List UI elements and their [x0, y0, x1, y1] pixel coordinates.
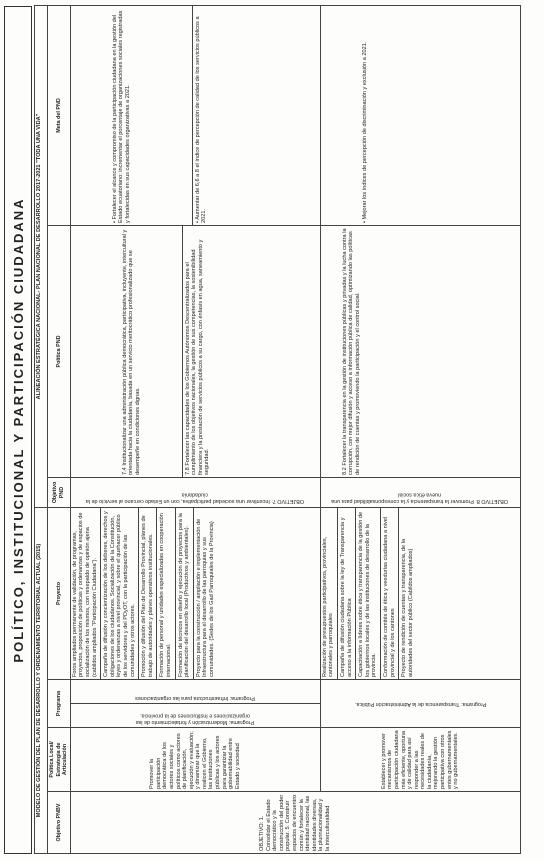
- header-meta-pnd: Meta del PND: [48, 5, 71, 225]
- header-politica-local: Política Local/ Estrategia de Articulación: [48, 728, 71, 792]
- politica-pnd-2: [320, 226, 520, 478]
- meta-participacion: • Fortalecer el alcance y compromiso de la participación ciudadana en la gestión del Estado ecuatoriano: incrementar el porcentaje de organizaciones sociales registradas y fortalecidas en sus capacidades organizativas a 2021.: [111, 10, 131, 223]
- header-politica-pnd: Política PND: [48, 226, 71, 478]
- objetivo-pnd-8: OBJETIVO 8: Promover la transparencia y la corresponsabilidad para una nueva ética social: [331, 491, 509, 505]
- proyectos-2: [320, 508, 520, 680]
- local-policy-2: Establecer y promover mecanismos de participación ciudadana más eficiente, oportuna y de calidad para así responder a las necesidades reales de la ciudadanía, mejorando la gestión participativa con otros entes gubernamentales y no gubernamentales.: [320, 728, 520, 792]
- proyecto-item: Capacitación a líderes sobre ética y transparencia de la gestión de los gobiernos locales y de las instituciones de desarrollo de la provincia.: [358, 511, 378, 677]
- proyectos-1: [70, 508, 320, 680]
- programa-1a-cell: [70, 704, 320, 728]
- proyecto-item: Campaña de difusión ciudadana sobre la ley de Transparencia y acceso a la información Pública: [339, 517, 353, 677]
- programa-1a: Programa: Modernización y fortalecimiento de las organizaciones e Instituciones de la provincia.: [136, 712, 255, 725]
- alignment-table: [34, 5, 521, 854]
- proyecto-item: Formación de personal y unidades especializadas en cooperación internacional.: [159, 513, 172, 677]
- programa-1b-cell: [70, 680, 320, 704]
- proyecto-item: Proyecto de rendición de cuentas y transparencia, de la autoridades del sector público (Cabildos ampliados): [401, 538, 414, 677]
- section-right-title: ALINEACIÓN ESTRATÉGICA NACIONAL- PLAN NACIONAL DE DESARROLLO 2017-2021 "TODA UNA VIDA": [35, 5, 48, 507]
- politica-8-2: 8.2 Fortalecer la transparencia en la gestión de instituciones públicas y privadas y la lucha contra la corrupción, con mejor difusión y acceso a información pública de calidad, optimizando las políticas de rendición de cuentas y promoviendo la participación y el control social.: [341, 228, 361, 475]
- header-objetivo-pnd: Objetivo PND: [48, 478, 71, 508]
- programa-1b: Programa: Infraestructura para las organizaciones: [135, 695, 256, 701]
- section-left-title: MODELO DE GESTIÓN DEL PLAN DE DESARROLLO Y ORDENAMIENTO TERRITORIAL ACTUAL (2015): [35, 508, 48, 854]
- objetivo-pnd-7: OBJETIVO 7: Incentivar una sociedad participativa, con un Estado cercano al servicio de la ciudadanía: [86, 491, 305, 505]
- objetivo-pnd-2-cell: [320, 478, 520, 508]
- header-proyecto: Proyecto: [48, 508, 71, 680]
- document-title: POLÍTICO, INSTITUCIONAL Y PARTICIPACIÓN CIUDADANA: [4, 6, 32, 854]
- meta-pnd-1: [70, 5, 320, 225]
- meta-pnd-2: [320, 5, 520, 225]
- programa-2-cell: [320, 680, 520, 728]
- proyecto-item: Campaña de difusión y concientización de los deberes, derechos y obligaciones de los ciudadanos. Socialización de la Constitución, leyes y ordenanzas a nivel provincial, y sobre el quehacer público de los servidores y del PDyOT, con la participación de las comunidades y otros actores.: [103, 511, 136, 677]
- objetivo-pnd-1-cell: [70, 478, 320, 508]
- meta-discriminacion: • Mejorar los índices de percepción de discriminación y exclusión a 2021.: [361, 41, 368, 223]
- header-programa: Programa: [48, 680, 71, 728]
- pnbv-objective-cell: OBJETIVO: 1. Consolidar el Estado democrático y la construcción del poder popular. 5. Construir espacios de encuentro común y fortalecer la identidad nacional, las identidades diversas, la plurinacionalidad y la interculturalidad: [70, 792, 520, 854]
- proyecto-item: Realización de presupuestos participativos, provinciales, cantonales y parroquiales: [321, 536, 335, 677]
- proyecto-item: Proyecto para la construcción / ampliación e implementación de Infraestructura para el desarrollo de las parroquias y sus comunidades. (Sedes de los Gad Parroquiales de la Provincia): [195, 518, 215, 677]
- header-objetivo-pnbv: Objetivo PNBV: [48, 792, 71, 854]
- proyecto-item: Promoción y difusión del Plan de Desarrollo Provincial, planes de trabajo de autoridades y planes operativos institucionales.: [141, 515, 154, 677]
- politica-7-8: 7.8 Fortalecer las capacidades de los Gobiernos Autónomos Descentralizados para el cumplimiento de los objetivos nacionales, la gestión de sus competencias, la sostenibilidad financiera y la prestación de servicios públicos a su cargo, con énfasis en agua, saneamiento y seguridad.: [184, 239, 211, 475]
- programa-2: Programa: Transparencia de la Administración Pública.: [354, 700, 486, 707]
- proyecto-item: Foros ampliados permanente de validación, de programas, proyectos, proposición de políticas y ordenanzas y de espacios de socialización de los mismos, con resepaldo de opinión ajena (cabildos ampliados "Participación Ciudadana").: [71, 512, 98, 677]
- meta-calidad-servicios: • Aumentar de 6,6 a 8 el índice de percepción de calidad de los servicios públicos a 2021.: [194, 16, 208, 223]
- proyecto-item: Conformación de comités de ética y veedurías ciudadana a nivel provincial y de los cantones: [382, 516, 396, 677]
- politica-pnd-1: [70, 226, 320, 478]
- local-policy-1: Promover la participación democrática de los actores sociales y políticos como actores de planificación, ejecución y evaluación; y dinamizar que la realicen el Gobierno, las instituciones públicas y los actores para garantizar la gobernabilidad entre Estado y sociedad: [70, 728, 320, 792]
- proyecto-item: Formación de técnicos en diseño y ejecución de proyectos para la planificación del desarrollo local (Productivos y ambientales).: [177, 513, 191, 677]
- politica-7-4: 7.4 Institucionalizar una administración pública democrática, participativa, incluyente, intercultural y orientada hacia la ciudadanía, basada en un servicio meritocrático profesionalizado que se desempeñe en condiciones dignas.: [121, 229, 141, 475]
